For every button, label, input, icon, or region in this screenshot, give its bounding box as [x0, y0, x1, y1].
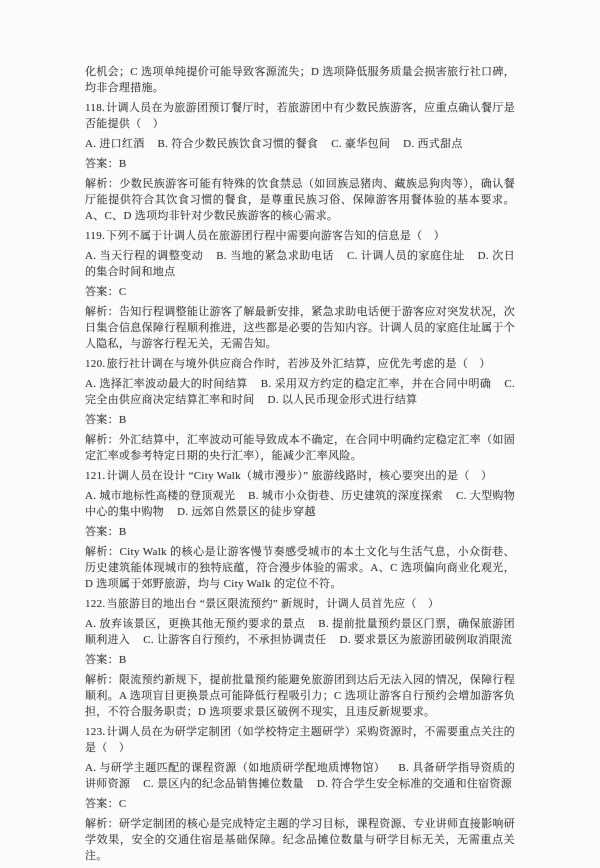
option-a: A. 选择汇率波动最大的时间结算 [85, 378, 248, 390]
document-page [85, 64, 515, 868]
question-block-119 [85, 228, 515, 352]
analysis-text: 外汇结算中，汇率波动可能导致成本不确定，在合同中明确约定稳定汇率（如固定汇率或参考特定日期的央行汇率），能减少汇率风险。 [85, 434, 515, 462]
option-d: D. 以人民币现金形式进行结算 [267, 394, 418, 406]
option-a: A. 进口红酒 [85, 138, 145, 150]
analysis-line [85, 816, 515, 864]
analysis-line [85, 544, 515, 592]
question-block-121 [85, 468, 515, 592]
option-b: B. 城市小众街巷、历史建筑的深度探索 [248, 490, 443, 502]
carryover-analysis-text: 化机会；C 选项单纯提价可能导致客源流失；D 选项降低服务质量会损害旅行社口碑，均非合理措施。 [85, 66, 515, 94]
answer-value: C [118, 798, 127, 810]
analysis-line [85, 672, 515, 720]
question-stem [85, 100, 515, 132]
answer-line [85, 156, 515, 172]
options-line [85, 760, 515, 792]
question-stem [85, 356, 515, 372]
option-a: A. 城市地标性高楼的登顶观光 [85, 490, 236, 502]
question-text: 下列不属于计调人员在旅游团行程中需要向游客告知的信息是（ ） [106, 230, 446, 242]
question-number: 120. [85, 358, 106, 370]
options-line [85, 248, 515, 280]
analysis-label: 解析： [85, 546, 120, 558]
question-stem [85, 228, 515, 244]
option-d: D. 次日的集合时间和地点 [85, 250, 516, 278]
analysis-line [85, 432, 515, 464]
question-block-118 [85, 100, 515, 224]
option-b: B. 当地的紧急求助电话 [216, 250, 334, 262]
answer-line [85, 284, 515, 300]
question-text: 计调人员在设计 “City Walk（城市漫步）” 旅游线路时，核心要突出的是（ ） [106, 470, 493, 482]
question-number: 121. [85, 470, 106, 482]
answer-line [85, 796, 515, 812]
option-c: C. 景区内的纪念品销售摊位数量 [143, 778, 304, 790]
question-number: 122. [85, 598, 106, 610]
question-text: 计调人员在为研学定制团（如学校特定主题研学）采购资源时，不需要重点关注的是（ ） [85, 726, 515, 754]
question-block-122 [85, 596, 515, 720]
analysis-label: 解析： [85, 434, 119, 446]
question-block-123 [85, 724, 515, 864]
option-c: C. 让游客自行预约，不承担协调责任 [143, 634, 327, 646]
option-d: D. 符合学生安全标准的交通和住宿资源 [316, 778, 512, 790]
question-stem [85, 468, 515, 484]
question-text: 计调人员在为旅游团预订餐厅时，若旅游团中有少数民族游客，应重点确认餐厅是否能提供（ ） [85, 102, 515, 130]
option-b: B. 提前批量预约景区门票，确保旅游团顺利进入 [85, 618, 515, 646]
option-c: C. 大型购物中心的集中购物 [85, 490, 516, 518]
analysis-text: 告知行程调整能让游客了解最新安排，紧急求助电话便于游客应对突发状况，次日集合信息保障行程顺利推进，这些都是必要的告知内容。计调人员的家庭住址属于个人隐私，与游客行程无关，无需告知。 [85, 306, 515, 350]
option-c: C. 完全由供应商决定结算汇率和时间 [85, 378, 516, 406]
option-a: A. 与研学主题匹配的课程资源（如地质研学配地质博物馆） [85, 762, 386, 774]
question-block-120 [85, 356, 515, 464]
answer-label: 答案： [85, 158, 119, 170]
answer-label: 答案： [85, 654, 119, 666]
answer-line [85, 524, 515, 540]
answer-label: 答案： [85, 414, 119, 426]
answer-value: B [118, 654, 127, 666]
options-line [85, 616, 515, 648]
answer-label: 答案： [85, 286, 119, 298]
answer-value: C [118, 286, 127, 298]
analysis-label: 解析： [85, 306, 119, 318]
question-text: 旅行社计调在与境外供应商合作时，若涉及外汇结算，应优先考虑的是（ ） [106, 358, 491, 370]
question-number: 123. [85, 726, 106, 738]
option-d: D. 远郊自然景区的徒步穿越 [177, 506, 316, 518]
analysis-text: 研学定制团的核心是完成特定主题的学习目标，课程资源、专业讲师直接影响研学效果，安全的交通住宿是基础保障。纪念品摊位数量与研学目标无关，无需重点关注。 [85, 818, 515, 862]
question-stem [85, 596, 515, 612]
answer-label: 答案： [85, 798, 119, 810]
answer-line [85, 652, 515, 668]
analysis-text: City Walk 的核心是让游客慢节奏感受城市的本土文化与生活气息，小众街巷、历史建筑能体现城市的独特底蕴，符合漫步体验的需求。A、C 选项偏向商业化观光，D 选项属于郊野旅游，均与 City Walk 的定位不符。 [85, 546, 515, 590]
question-number: 118. [85, 102, 106, 114]
option-b: B. 符合少数民族饮食习惯的餐食 [157, 138, 319, 150]
option-a: A. 放弃该景区，更换其他无预约要求的景点 [85, 618, 306, 630]
options-line [85, 376, 515, 408]
option-c: C. 计调人员的家庭住址 [346, 250, 465, 262]
option-a: A. 当天行程的调整变动 [85, 250, 204, 262]
analysis-line [85, 304, 515, 352]
answer-value: B [118, 158, 127, 170]
analysis-line [85, 176, 515, 224]
option-c: C. 豪华包间 [331, 138, 391, 150]
options-line [85, 488, 515, 520]
answer-label: 答案： [85, 526, 119, 538]
analysis-label: 解析： [85, 674, 119, 686]
analysis-text: 限流预约新规下，提前批量预约能避免旅游团到达后无法入园的情况，保障行程顺利。A 选项盲目更换景点可能降低行程吸引力；C 选项让游客自行预约会增加游客负担，不符合服务职责；D 选项要求景区破例不现实，且违反新规要求。 [85, 674, 515, 718]
option-b: B. 具备研学指导资质的讲师资源 [85, 762, 516, 790]
options-line [85, 136, 515, 152]
answer-line [85, 412, 515, 428]
answer-value: B [118, 526, 127, 538]
question-stem [85, 724, 515, 756]
answer-value: B [118, 414, 127, 426]
analysis-label: 解析： [85, 178, 120, 190]
question-number: 119. [85, 230, 106, 242]
question-text: 当旅游目的地出台 “景区限流预约” 新规时，计调人员首先应（ ） [106, 598, 440, 610]
option-b: B. 采用双方约定的稳定汇率，并在合同中明确 [260, 378, 492, 390]
option-d: D. 西式甜点 [403, 138, 463, 150]
option-d: D. 要求景区为旅游团破例取消限流 [339, 634, 512, 646]
analysis-label: 解析： [85, 818, 119, 830]
analysis-text: 少数民族游客可能有特殊的饮食禁忌（如回族忌猪肉、藏族忌狗肉等），确认餐厅能提供符合其饮食习惯的餐食，是尊重民族习俗、保障游客用餐体验的基本要求。A、C、D 选项均非针对少数民族游客的核心需求。 [85, 178, 516, 222]
